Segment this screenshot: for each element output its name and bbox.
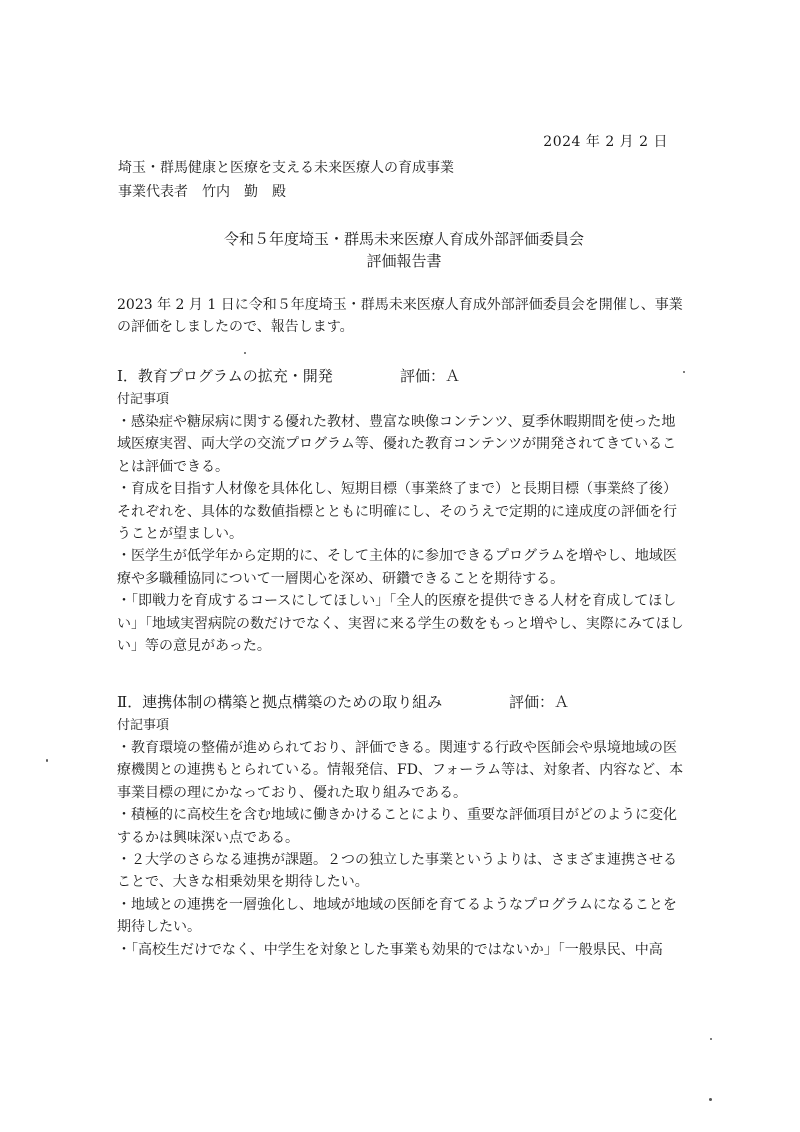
section-2-rating: 評価：Ａ bbox=[509, 693, 570, 711]
section-2-bullet: ・積極的に高校生を含む地域に働きかけることにより、重要な評価項目がどのように変化するかは興味深い点である。 bbox=[117, 807, 677, 846]
section-2-bullet: ・地域との連携を一層強化し、地域が地域の医師を育てるようなプログラムになることを期待したい。 bbox=[117, 896, 677, 936]
report-title bbox=[0, 228, 800, 272]
addressee-representative: 事業代表者 竹内 勤 殿 bbox=[118, 184, 286, 200]
report-title-line2: 評価報告書 bbox=[366, 252, 442, 270]
section-1 bbox=[117, 365, 685, 657]
section-1-heading bbox=[117, 365, 685, 387]
scan-speck bbox=[244, 352, 246, 354]
report-date: 2024 年 2 月 2 日 bbox=[543, 134, 668, 150]
section-2-note-label: 付記事項 bbox=[117, 718, 170, 733]
scan-speck bbox=[46, 759, 48, 762]
section-1-note-label: 付記事項 bbox=[117, 392, 170, 407]
section-1-bullet: ・医学生が低学年から定期的に、そして主体的に参加できるプログラムを増やし、地域医療や多職種協同について一層関心を深め、研鑽できることを期待する。 bbox=[117, 548, 677, 587]
intro-paragraph: 2023 年 2 月 1 日に令和５年度埼玉・群馬未来医療人育成外部評価委員会を開催し、事業の評価をしましたので、報告します。 bbox=[117, 297, 683, 336]
section-2-bullet: ・２大学のさらなる連携が課題。２つの独立した事業というよりは、さまざま連携させることで、大きな相乗効果を期待したい。 bbox=[117, 852, 677, 891]
addressee-project: 埼玉・群馬健康と医療を支える未来医療人の育成事業 bbox=[118, 160, 454, 176]
scan-speck bbox=[709, 1098, 712, 1101]
section-2 bbox=[117, 691, 685, 961]
report-title-line1: 令和５年度埼玉・群馬未来医療人育成外部評価委員会 bbox=[223, 230, 584, 248]
scan-speck bbox=[683, 371, 685, 373]
section-2-bullet: ・「高校生だけでなく、中学生を対象とした事業も効果的ではないか」「一般県民、中高 bbox=[117, 941, 663, 958]
section-1-bullet: ・「即戦力を育成するコースにしてほしい」「全人的医療を提供できる人材を育成してほしい」「地域実習病院の数だけでなく、実習に来る学生の数をもっと増やし、実際にみてほしい」等の意見があった。 bbox=[117, 593, 684, 655]
scan-speck bbox=[710, 1038, 712, 1040]
section-2-bullet: ・教育環境の整備が進められており、評価できる。関連する行政や医師会や県境地域の医療機関との連携もとられている。情報発信、FD、フォーラム等は、対象者、内容など、本事業目標の理にかなっており、優れた取り組みである。 bbox=[117, 740, 684, 801]
section-1-rating: 評価：Ａ bbox=[400, 367, 461, 385]
addressee-block bbox=[118, 156, 454, 204]
section-2-title: Ⅱ．連携体制の構築と拠点構築のための取り組み bbox=[117, 693, 443, 711]
section-1-title: Ⅰ．教育プログラムの拡充・開発 bbox=[117, 367, 333, 385]
section-1-bullet: ・感染症や糖尿病に関する優れた教材、豊富な映像コンテンツ、夏季休暇期間を使った地域医療実習、両大学の交流プログラム等、優れた教育コンテンツが開発されてきていることは評価できる。 bbox=[117, 414, 677, 475]
section-1-bullet: ・育成を目指す人材像を具体化し、短期目標（事業終了まで）と長期目標（事業終了後）それぞれを、具体的な数値指標とともに明確にし、そのうえで定期的に達成度の評価を行うことが望ましい。 bbox=[117, 481, 677, 543]
section-2-heading bbox=[117, 691, 685, 713]
